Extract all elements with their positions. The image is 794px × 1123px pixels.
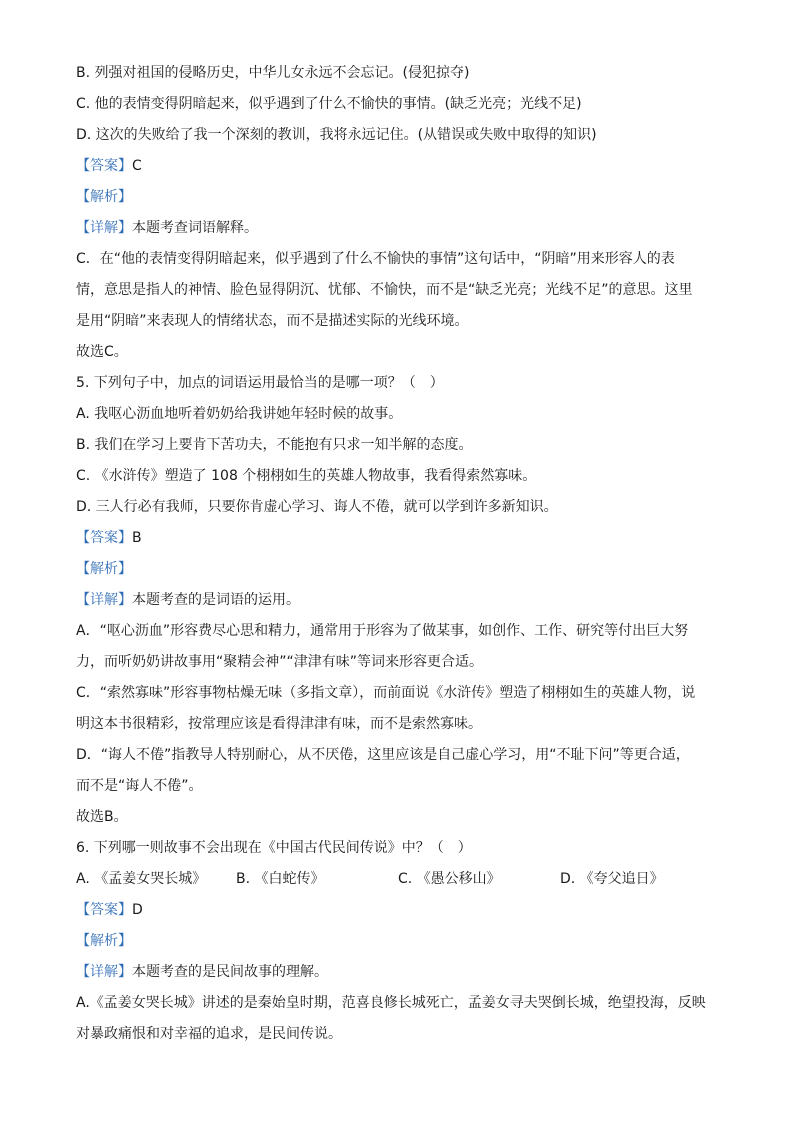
q4-explanation-line-2: 情，意思是指人的神情、脸色显得阴沉、忧郁、不愉快，而不是“缺乏光亮；光线不足”的意思。这里: [76, 282, 693, 298]
q5-analysis-tag: 【解析】: [76, 561, 132, 577]
q6-answer: [76, 895, 716, 926]
detail-intro: 本题考查的是民间故事的理解。: [132, 964, 328, 980]
q6-option-c: C. 《愚公移山》: [398, 871, 501, 887]
detail-intro: 本题考查的是词语的运用。: [132, 592, 300, 608]
answer-tag: 【答案】: [76, 902, 132, 918]
detail-intro: 本题考查词语解释。: [132, 220, 258, 236]
q4-analysis-tag: 【解析】: [76, 189, 132, 205]
q4-conclusion: 故选C。: [76, 344, 128, 360]
answer-tag: 【答案】: [76, 530, 132, 546]
detail-tag: 【详解】: [76, 220, 132, 236]
q5-explanation-line-6: 而不是“诲人不倦”。: [76, 778, 203, 794]
q5-explanation-line-4: 明这本书很精彩，按常理应该是看得津津有味，而不是索然寡味。: [76, 716, 482, 732]
q5-answer: [76, 523, 716, 554]
q5-option-a: A. 我呕心沥血地听着奶奶给我讲她年轻时候的故事。: [76, 406, 403, 422]
q5-explanation-line-3: C．“索然寡味”形容事物枯燥无味（多指文章），而前面说《水浒传》塑造了栩栩如生的英雄人物，说: [76, 685, 696, 701]
q5-detail: [76, 585, 716, 616]
answer-value: B: [132, 530, 142, 546]
q4-option-d: D. 这次的失败给了我一个深刻的教训，我将永远记住。(从错误或失败中取得的知识): [76, 127, 597, 143]
q6-question: 6. 下列哪一则故事不会出现在《中国古代民间传说》中？（ ）: [76, 840, 472, 856]
q5-option-c: C. 《水浒传》塑造了 108 个栩栩如生的英雄人物故事，我看得索然寡味。: [76, 468, 537, 484]
q5-option-b: B. 我们在学习上要肯下苦功夫，不能抱有只求一知半解的态度。: [76, 437, 473, 453]
q4-explanation-line-1: C．在“他的表情变得阴暗起来，似乎遇到了什么不愉快的事情”这句话中，“阴暗”用来形容人的表: [76, 251, 675, 267]
q4-explanation-line-3: 是用“阴暗”来表现人的情绪状态，而不是描述实际的光线环境。: [76, 313, 469, 329]
q5-conclusion: 故选B。: [76, 809, 128, 825]
q6-option-b: B. 《白蛇传》: [236, 871, 325, 887]
q5-explanation-line-2: 力，而听奶奶讲故事用“聚精会神”“津津有味”等词来形容更合适。: [76, 654, 484, 670]
q5-explanation-line-1: A．“呕心沥血”形容费尽心思和精力，通常用于形容为了做某事，如创作、工作、研究等付出巨大努: [76, 623, 689, 639]
q4-answer: [76, 151, 716, 182]
answer-value: D: [132, 902, 143, 918]
q4-option-b: B. 列强对祖国的侵略历史，中华儿女永远不会忘记。(侵犯掠夺): [76, 65, 470, 81]
document-content: [76, 58, 716, 1050]
detail-tag: 【详解】: [76, 592, 132, 608]
q4-option-c: C. 他的表情变得阴暗起来，似乎遇到了什么不愉快的事情。(缺乏光亮；光线不足): [76, 96, 582, 112]
q6-option-d: D. 《夸父追日》: [560, 871, 664, 887]
answer-value: C: [132, 158, 142, 174]
answer-tag: 【答案】: [76, 158, 132, 174]
q6-explanation-line-2: 对暴政痛恨和对幸福的追求，是民间传说。: [76, 1026, 342, 1042]
q6-analysis-tag: 【解析】: [76, 933, 132, 949]
q6-options-row: [76, 864, 716, 895]
q6-detail: [76, 957, 716, 988]
q6-option-a: A. 《孟姜女哭长城》: [76, 871, 207, 887]
detail-tag: 【详解】: [76, 964, 132, 980]
q5-question: 5. 下列句子中，加点的词语运用最恰当的是哪一项？（ ）: [76, 375, 444, 391]
q5-explanation-line-5: D．“诲人不倦”指教导人特别耐心，从不厌倦，这里应该是自己虚心学习，用“不耻下问”等更合适，: [76, 747, 690, 763]
q6-explanation-line-1: A.《孟姜女哭长城》讲述的是秦始皇时期，范喜良修长城死亡，孟姜女寻夫哭倒长城，绝望投海，反映: [76, 995, 706, 1011]
q5-option-d: D. 三人行必有我师，只要你肯虚心学习、诲人不倦，就可以学到许多新知识。: [76, 499, 558, 515]
q4-detail: [76, 213, 716, 244]
